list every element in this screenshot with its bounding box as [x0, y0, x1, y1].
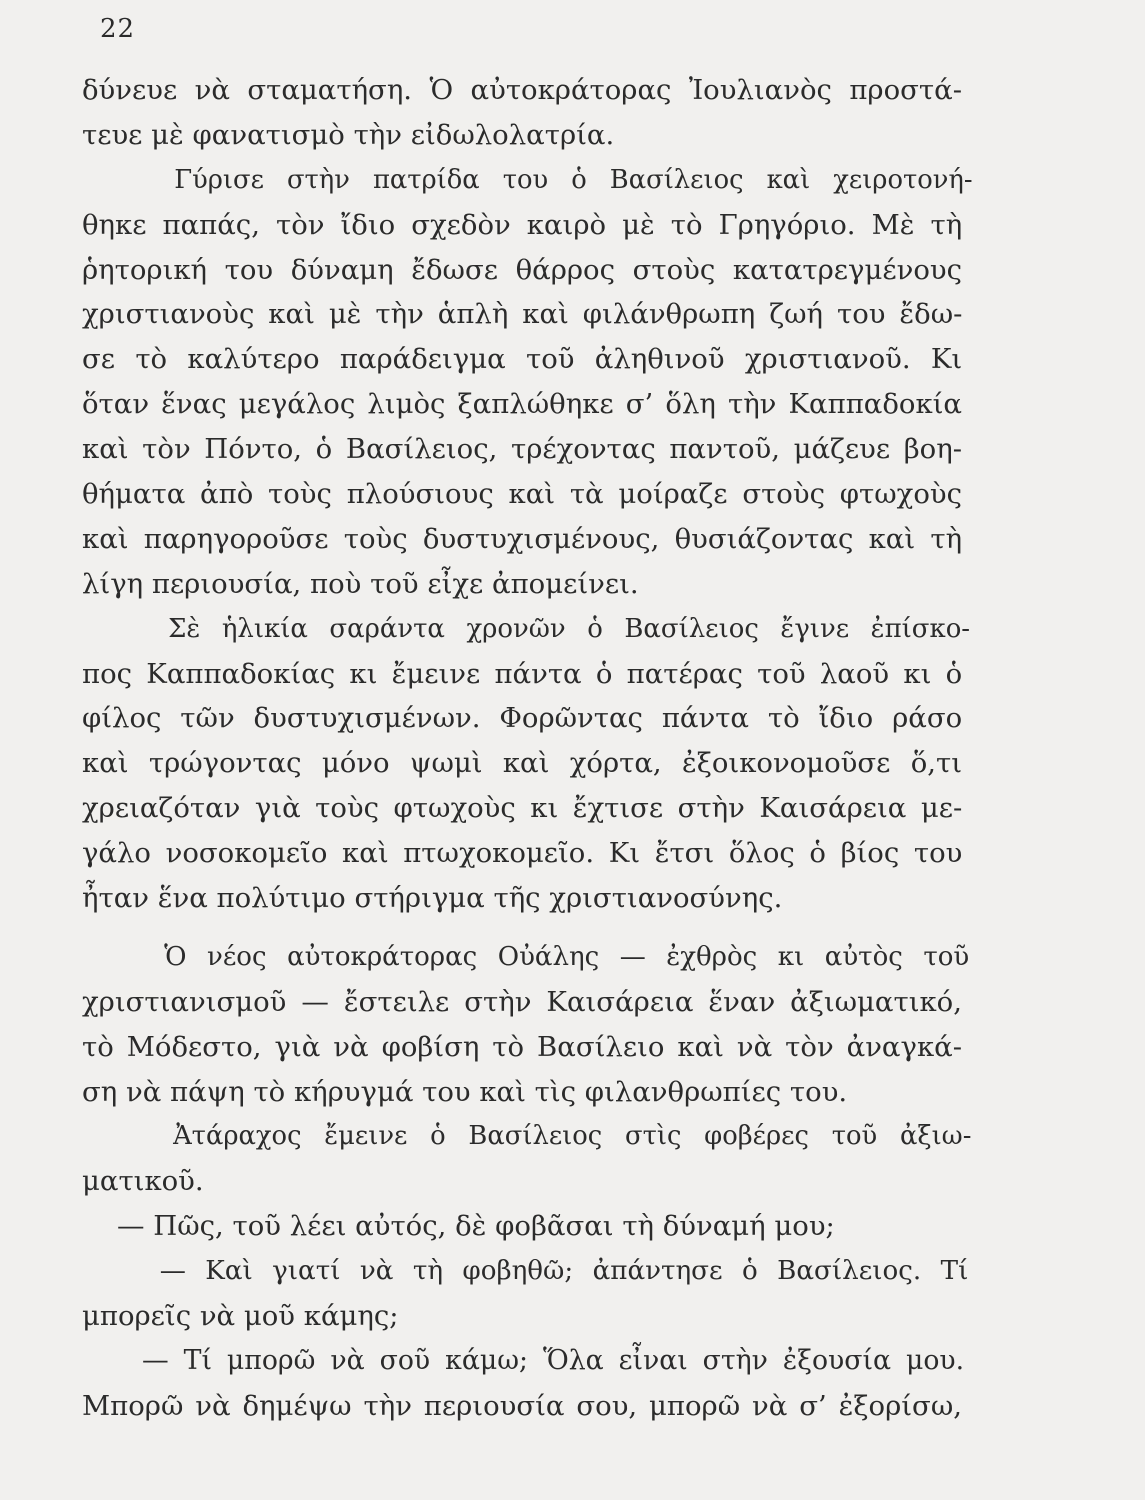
text-line: λίγη περιουσία, ποὺ τοῦ εἶχε ἀπομείνει. [82, 567, 639, 600]
text-line: ὅταν ἕνας μεγάλος λιμὸς ξαπλώθηκε σ’ ὅλη τὴν Καππαδοκία [82, 388, 962, 421]
text-line: Ὁ νέος αὐτοκράτορας Οὐάλης — ἐχθρὸς κι αὐτὸς τοῦ [82, 941, 970, 972]
text-line: Σὲ ἡλικία σαράντα χρονῶν ὁ Βασίλειος ἔγινε ἐπίσκο- [82, 613, 971, 644]
text-line: χρειαζόταν γιὰ τοὺς φτωχοὺς κι ἔχτισε στὴν Καισάρεια με- [82, 792, 963, 825]
text-line: τὸ Μόδεστο, γιὰ νὰ φοβίση τὸ Βασίλειο καὶ νὰ τὸν ἀναγκά- [82, 1030, 962, 1063]
text-line: θηκε παπάς, τὸν ἴδιο σχεδὸν καιρὸ μὲ τὸ Γρηγόριο. Μὲ τὴ [82, 208, 963, 241]
text-line: ματικοῦ. [82, 1165, 204, 1198]
text-line: θήματα ἀπὸ τοὺς πλούσιους καὶ τὰ μοίραζε στοὺς φτωχοὺς [82, 478, 962, 511]
text-line: — Πῶς, τοῦ λέει αὐτός, δὲ φοβᾶσαι τὴ δύναμή μου; [82, 1210, 835, 1243]
text-line: Μπορῶ νὰ δημέψω τὴν περιουσία σου, μπορῶ νὰ σ’ ἐξορίσω, [82, 1389, 962, 1422]
page-number: 22 [100, 14, 136, 44]
text-line: χριστιανισμοῦ — ἔστειλε στὴν Καισάρεια ἕναν ἀξιωματικό, [82, 985, 962, 1018]
text-line: σε τὸ καλύτερο παράδειγμα τοῦ ἀληθινοῦ χριστιανοῦ. Κι [82, 343, 963, 376]
text-line: δύνευε νὰ σταματήση. Ὁ αὐτοκράτορας Ἰουλιανὸς προστά- [82, 74, 962, 106]
text-line: τευε μὲ φανατισμὸ τὴν εἰδωλολατρία. [82, 118, 615, 151]
paragraph [82, 1249, 969, 1339]
text-line: ση νὰ πάψη τὸ κήρυγμά του καὶ τὶς φιλανθρωπίες του. [82, 1075, 848, 1108]
paragraph [82, 1204, 962, 1249]
text-line: — Τί μπορῶ νὰ σοῦ κάμω; Ὅλα εἶναι στὴν ἐξουσία μου. [82, 1344, 965, 1376]
text-line: καὶ παρηγοροῦσε τοὺς δυστυχισμένους, θυσιάζοντας καὶ τὴ [82, 522, 963, 555]
text-line: χριστιανοὺς καὶ μὲ τὴν ἁπλὴ καὶ φιλάνθρωπη ζωή του ἔδω- [82, 298, 963, 331]
text-line: γάλο νοσοκομεῖο καὶ πτωχοκομεῖο. Κι ἔτσι ὅλος ὁ βίος του [82, 837, 963, 870]
text-line: ῥητορική του δύναμη ἔδωσε θάρρος στοὺς κατατρεγμένους [82, 253, 962, 286]
paragraph [82, 935, 970, 1115]
paragraph [82, 68, 962, 158]
paragraph [82, 607, 971, 921]
text-line: πος Καππαδοκίας κι ἔμεινε πάντα ὁ πατέρας τοῦ λαοῦ κι ὁ [82, 657, 963, 690]
section-gap [82, 921, 962, 935]
text-line: μπορεῖς νὰ μοῦ κάμης; [82, 1300, 399, 1333]
paragraph [82, 1339, 965, 1429]
text-line: ἦταν ἕνα πολύτιμο στήριγμα τῆς χριστιανοσύνης. [82, 882, 783, 915]
text-line: Ἀτάραχος ἔμεινε ὁ Βασίλειος στὶς φοβέρες τοῦ ἀξιω- [82, 1121, 972, 1152]
text-line: — Καὶ γιατί νὰ τὴ φοβηθῶ; ἀπάντησε ὁ Βασίλειος. Τί [82, 1256, 969, 1287]
body-text [82, 68, 973, 1429]
paragraph [82, 1114, 972, 1204]
text-line: καὶ τρώγοντας μόνο ψωμὶ καὶ χόρτα, ἐξοικονομοῦσε ὅ,τι [82, 747, 962, 780]
text-line: φίλος τῶν δυστυχισμένων. Φορῶντας πάντα τὸ ἴδιο ράσο [82, 702, 963, 735]
text-line: Γύρισε στὴν πατρίδα του ὁ Βασίλειος καὶ χειροτονή- [82, 164, 973, 195]
text-line: καὶ τὸν Πόντο, ὁ Βασίλειος, τρέχοντας παντοῦ, μάζευε βοη- [82, 433, 962, 466]
paragraph [82, 158, 973, 607]
